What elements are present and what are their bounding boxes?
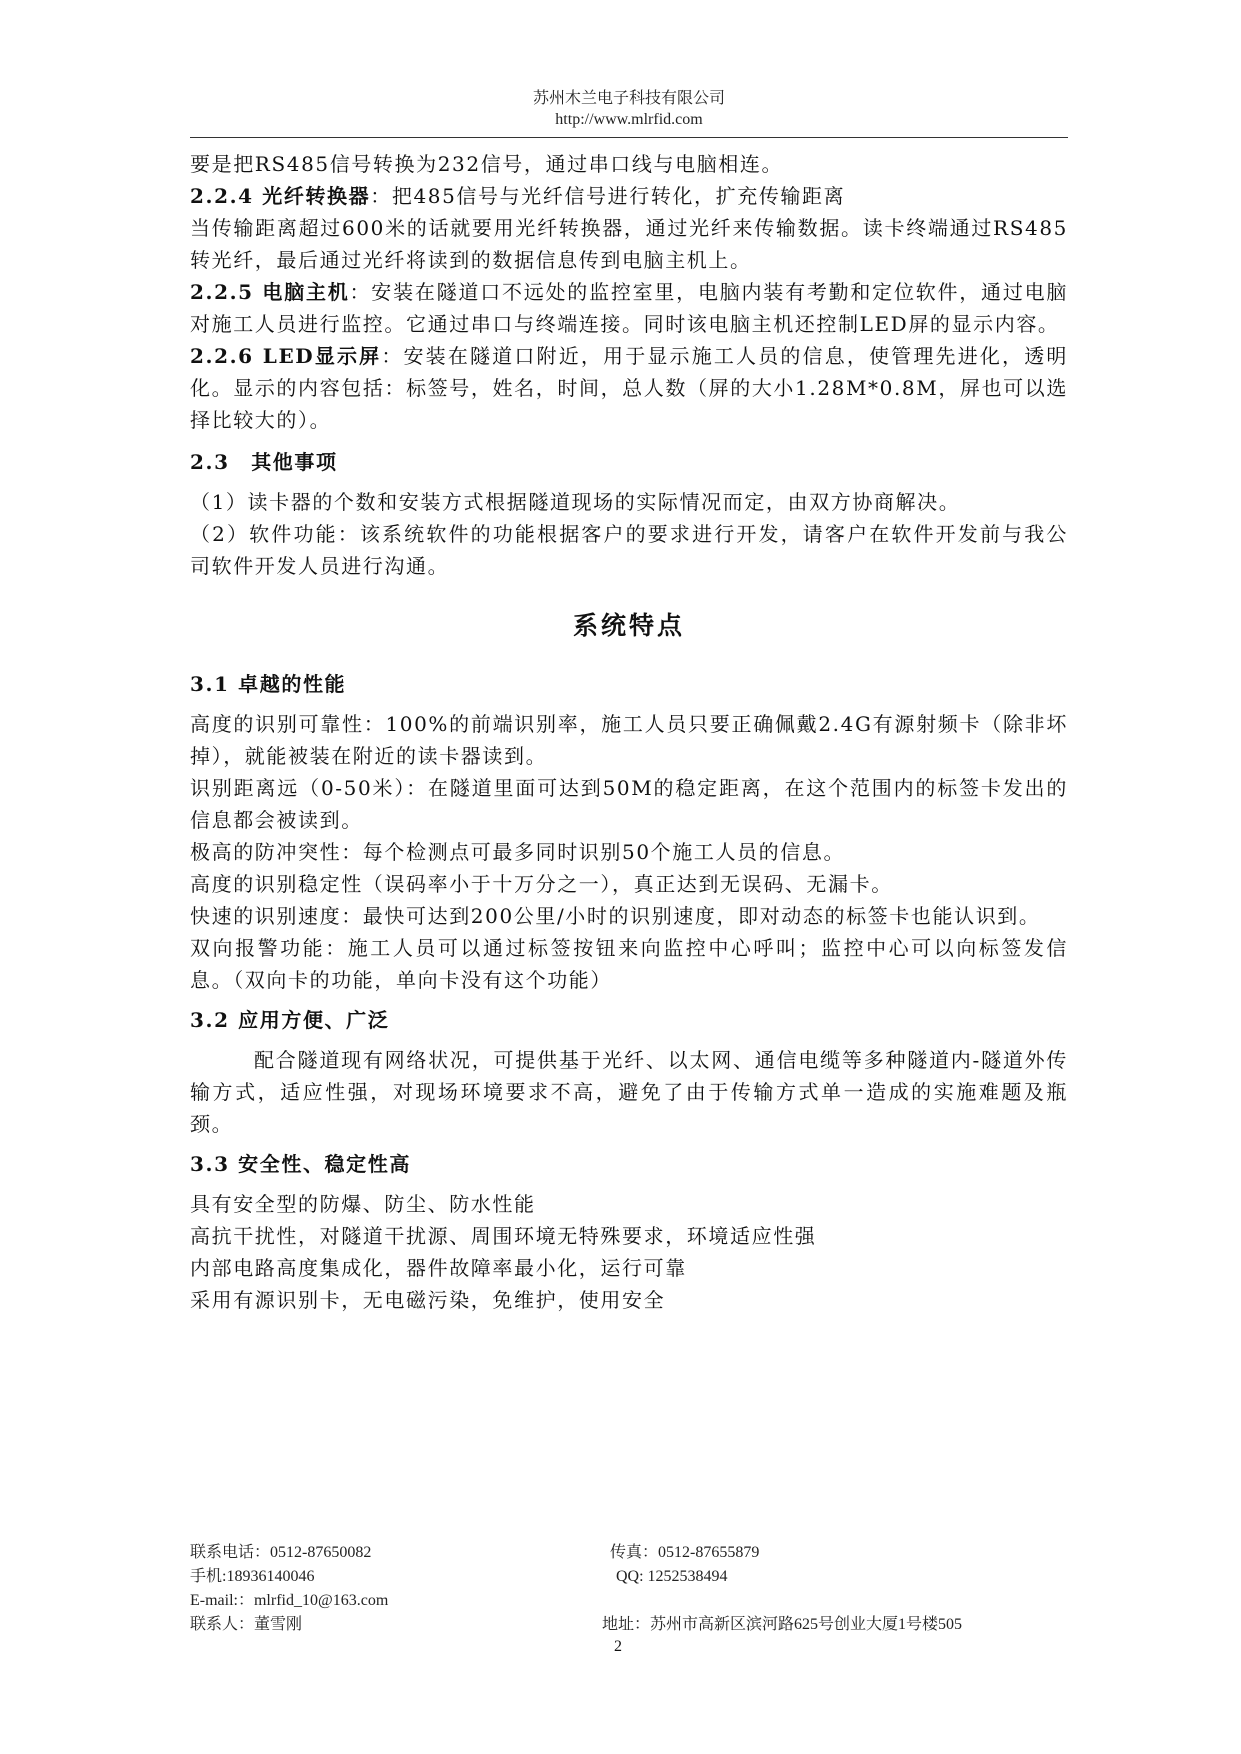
section-2-2-6 [190,340,1068,436]
section-2-2-5-text: ：安装在隧道口不远处的监控室里，电脑内装有考勤和定位软件，通过电脑对施工人员进行监控。它通过串口与终端连接。同时该电脑主机还控制LED屏的显示内容。 [190,280,1068,336]
footer-address: 地址：苏州市高新区滨河路625号创业大厦1号楼505 [602,1616,963,1633]
footer-phone: 联系电话：0512-87650082 [190,1544,372,1561]
section-3-1-heading: 3.1 卓越的性能 [190,672,347,696]
section-2-3-item-2: （2）软件功能：该系统软件的功能根据客户的要求进行开发，请客户在软件开发前与我公司软件开发人员进行沟通。 [190,522,1068,578]
section-3-3-line: 具有安全型的防爆、防尘、防水性能 [190,1192,536,1216]
section-3-1-line: 双向报警功能：施工人员可以通过标签按钮来向监控中心呼叫；监控中心可以向标签发信息。（双向卡的功能，单向卡没有这个功能） [190,936,1068,992]
footer-mobile: 手机:18936140046 [190,1568,315,1585]
section-3-2-text: 配合隧道现有网络状况，可提供基于光纤、以太网、通信电缆等多种隧道内-隧道外传输方式，适应性强，对现场环境要求不高，避免了由于传输方式单一造成的实施难题及瓶颈。 [190,1048,1068,1136]
section-2-2-6-text: ：安装在隧道口附近，用于显示施工人员的信息，使管理先进化，透明化。显示的内容包括：标签号，姓名，时间，总人数（屏的大小1.28M*0.8M，屏也可以选择比较大的）。 [190,344,1068,432]
section-2-2-5 [190,276,1068,340]
section-3-1-line: 快速的识别速度：最快可达到200公里/小时的识别速度，即对动态的标签卡也能认识到。 [190,904,1041,928]
footer-qq: QQ: 1252538494 [616,1568,728,1585]
section-2-2-4-title: 2.2.4 光纤转换器 [190,184,371,208]
paragraph-rs485: 要是把RS485信号转换为232信号，通过串口线与电脑相连。 [190,152,784,176]
section-2-2-4 [190,180,1068,212]
section-3-3-line: 采用有源识别卡，无电磁污染，免维护，使用安全 [190,1288,666,1312]
section-2-3-item-1: （1）读卡器的个数和安装方式根据隧道现场的实际情况而定，由双方协商解决。 [190,490,961,514]
header-url: http://www.mlrfid.com [555,111,703,128]
section-3-3-line: 高抗干扰性，对隧道干扰源、周围环境无特殊要求，环境适应性强 [190,1224,817,1248]
section-3-1-line: 识别距离远（0-50米）：在隧道里面可达到50M的稳定距离，在这个范围内的标签卡发出的信息都会被读到。 [190,776,1068,832]
section-3-1-line: 高度的识别稳定性（误码率小于十万分之一），真正达到无误码、无漏卡。 [190,872,893,896]
page-number: 2 [614,1638,622,1655]
footer-contact: 联系人：董雪刚 [190,1616,303,1633]
header-company: 苏州木兰电子科技有限公司 [532,90,725,107]
section-3-3-line: 内部电路高度集成化，器件故障率最小化，运行可靠 [190,1256,687,1280]
section-2-3-heading: 2.3 其他事项 [190,450,338,474]
page-header [190,88,1068,130]
section-3-2-heading: 3.2 应用方便、广泛 [190,1008,390,1032]
header-divider [190,137,1068,138]
footer-email: E-mail:：mlrfid_10@163.com [190,1592,389,1609]
section-3-3-heading: 3.3 安全性、稳定性高 [190,1152,411,1176]
section-2-2-6-title: 2.2.6 LED显示屏 [190,344,382,368]
section-3-1-line: 高度的识别可靠性：100%的前端识别率，施工人员只要正确佩戴2.4G有源射频卡（除非坏掉），就能被装在附近的读卡器读到。 [190,712,1068,768]
footer-fax: 传真：0512-87655879 [610,1544,760,1561]
document-body [190,148,1068,1316]
section-3-1-line: 极高的防冲突性：每个检测点可最多同时识别50个施工人员的信息。 [190,840,846,864]
section-2-2-5-title: 2.2.5 电脑主机 [190,280,350,304]
section-2-2-4-text: ：把485信号与光纤信号进行转化，扩充传输距离 [370,184,846,208]
section-title: 系统特点 [572,611,685,640]
page-footer [190,1541,1070,1637]
section-2-2-4-detail: 当传输距离超过600米的话就要用光纤转换器，通过光纤来传输数据。读卡终端通过RS485转光纤，最后通过光纤将读到的数据信息传到电脑主机上。 [190,216,1068,272]
